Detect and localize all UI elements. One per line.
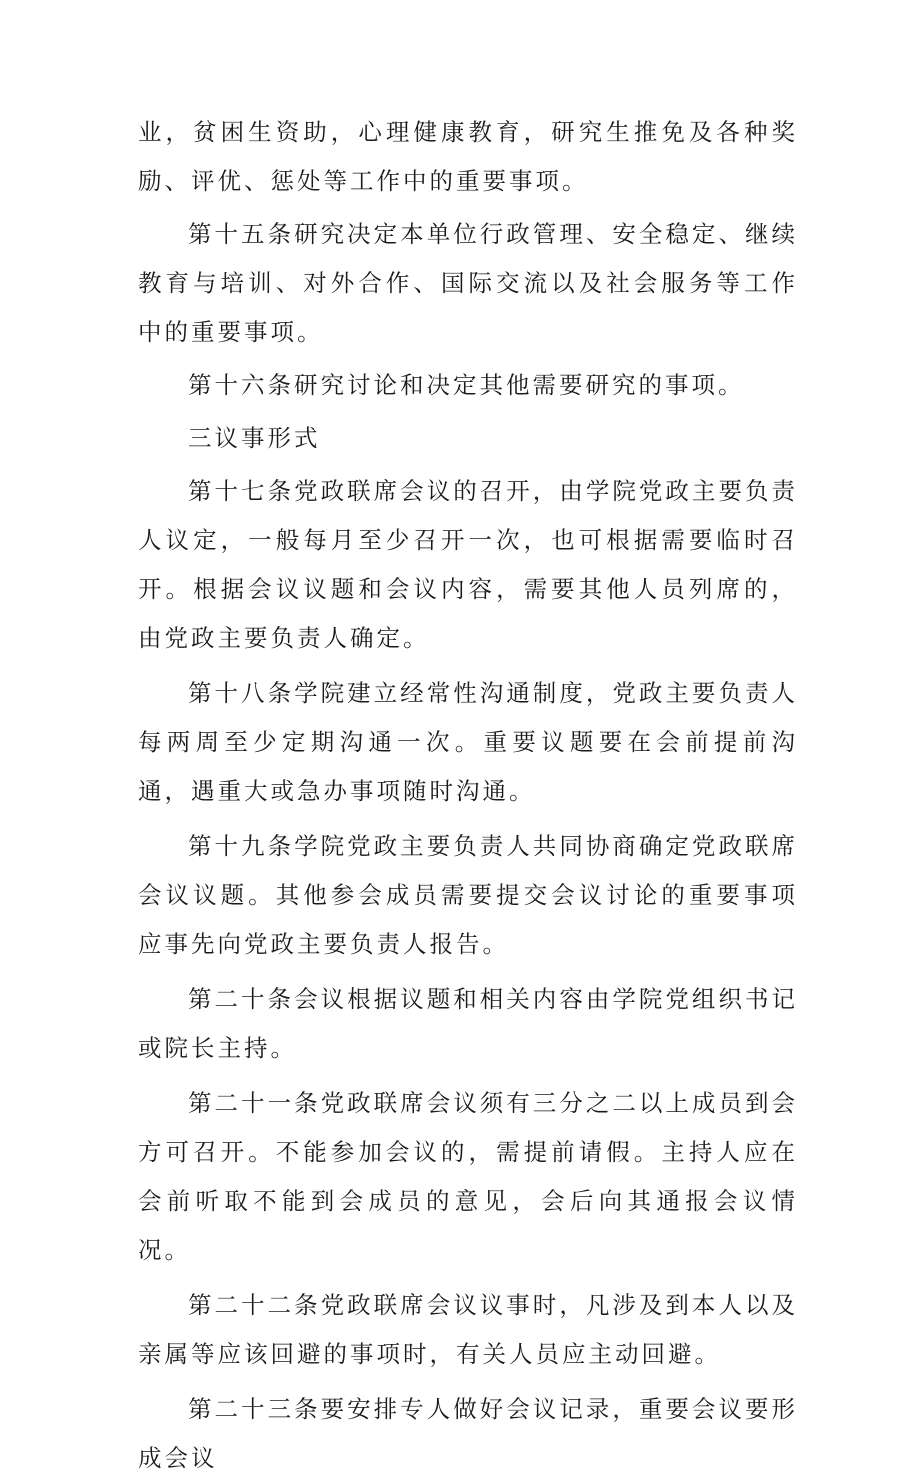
paragraph-article-16: 第十六条研究讨论和决定其他需要研究的事项。 [188, 371, 745, 399]
paragraph-article-15: 第十五条研究决定本单位行政管理、安全稳定、继续教育与培训、对外合作、国际交流以及社会服务等工作中的重要事项。 [138, 220, 798, 346]
paragraph-continuation: 业，贫困生资助，心理健康教育，研究生推免及各种奖励、评优、惩处等工作中的重要事项。 [138, 118, 798, 195]
paragraph-article-20: 第二十条会议根据议题和相关内容由学院党组织书记或院长主持。 [138, 985, 798, 1062]
paragraph-article-22: 第二十二条党政联席会议议事时，凡涉及到本人以及亲属等应该回避的事项时，有关人员应主动回避。 [138, 1291, 798, 1368]
section-heading-procedure: 三议事形式 [188, 424, 321, 452]
paragraph-article-17: 第十七条党政联席会议的召开，由学院党政主要负责人议定，一般每月至少召开一次，也可根据需要临时召开。根据会议议题和会议内容，需要其他人员列席的，由党政主要负责人确定。 [138, 477, 798, 652]
paragraph-article-19: 第十九条学院党政主要负责人共同协商确定党政联席会议议题。其他参会成员需要提交会议讨论的重要事项应事先向党政主要负责人报告。 [138, 832, 798, 958]
paragraph-article-23: 第二十三条要安排专人做好会议记录，重要会议要形成会议 [138, 1395, 798, 1472]
paragraph-article-18: 第十八条学院建立经常性沟通制度，党政主要负责人每两周至少定期沟通一次。重要议题要在会前提前沟通，遇重大或急办事项随时沟通。 [138, 679, 798, 805]
document-page [138, 108, 798, 1483]
paragraph-article-21: 第二十一条党政联席会议须有三分之二以上成员到会方可召开。不能参加会议的，需提前请假。主持人应在会前听取不能到会成员的意见，会后向其通报会议情况。 [138, 1089, 798, 1264]
